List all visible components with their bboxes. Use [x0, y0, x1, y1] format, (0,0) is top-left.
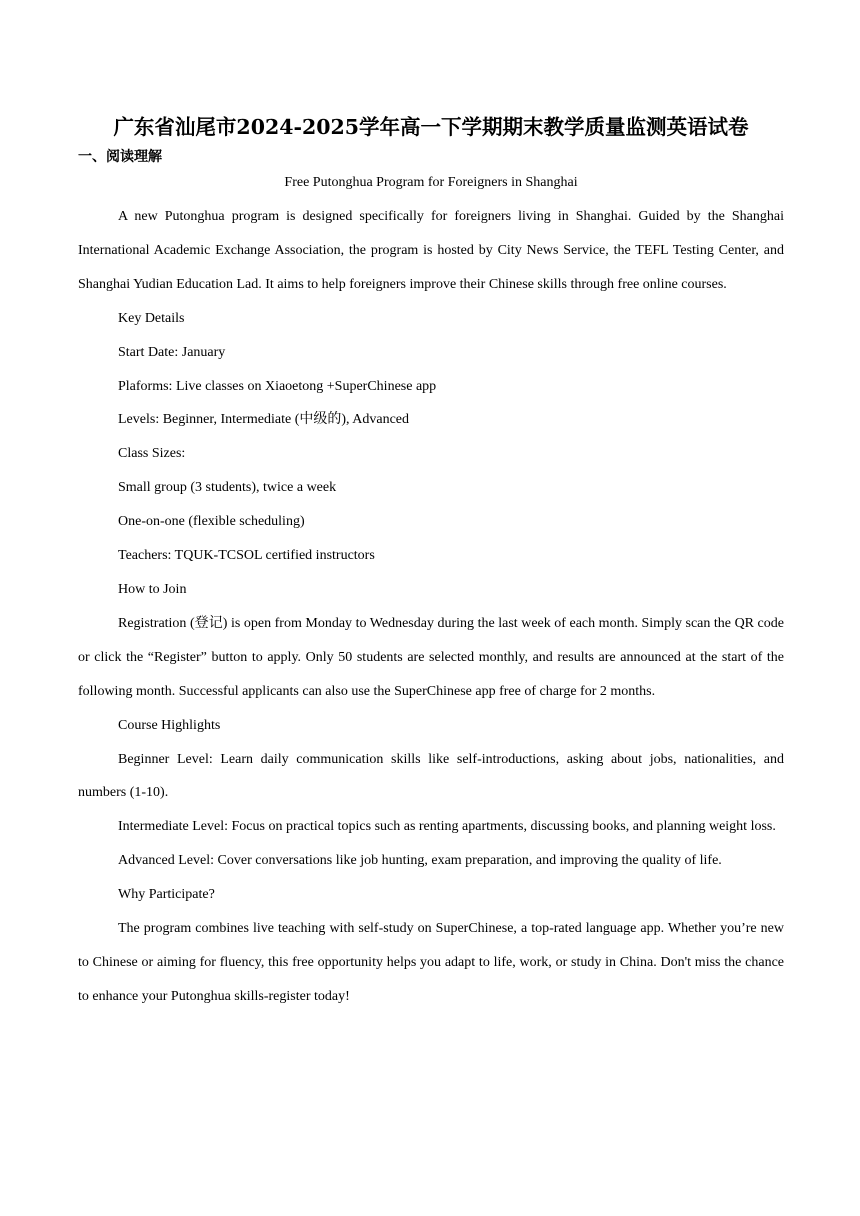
- how-to-join-paragraph: Registration (登记) is open from Monday to Wednesday during the last week of each month. Simply scan the QR code or click the “Register” button to apply. Only 50 students are selected monthly, and results are announced at the start of the following month. Successful applicants can also use the SuperChinese app free of charge for 2 months.: [78, 615, 784, 699]
- teachers-line: Teachers: TQUK-TCSOL certified instructors: [118, 548, 375, 564]
- exam-page: [78, 112, 784, 1014]
- small-group-line: Small group (3 students), twice a week: [118, 480, 337, 496]
- how-to-join-heading: How to Join: [118, 581, 187, 597]
- why-participate-heading: Why Participate?: [118, 887, 215, 903]
- advanced-level-line: Advanced Level: Cover conversations like job hunting, exam preparation, and improving the quality of life.: [118, 853, 722, 869]
- class-sizes-line: Class Sizes:: [118, 446, 186, 462]
- why-participate-paragraph: The program combines live teaching with self-study on SuperChinese, a top-rated language app. Whether you’re new to Chinese or aiming for fluency, this free opportunity helps you adapt to life, work, or study in China. Don't miss the chance to enhance your Putonghua skills-register today!: [78, 921, 784, 1004]
- passage-title: Free Putonghua Program for Foreigners in Shanghai: [284, 175, 578, 190]
- intermediate-level-paragraph: Intermediate Level: Focus on practical topics such as renting apartments, discussing books, and planning weight loss.: [118, 819, 776, 835]
- section-heading: 一、阅读理解: [78, 149, 162, 165]
- course-highlights-heading: Course Highlights: [118, 717, 221, 733]
- platforms-line: Plaforms: Live classes on Xiaoetong +SuperChinese app: [118, 378, 437, 394]
- intro-paragraph: A new Putonghua program is designed specifically for foreigners living in Shanghai. Guided by the Shanghai International Academic Exchange Association, the program is hosted by City News Service, the TEFL Testing Center, and Shanghai Yudian Education Lad. It aims to help foreigners improve their Chinese skills through free online courses.: [78, 209, 784, 292]
- levels-line: Levels: Beginner, Intermediate (中级的), Advanced: [118, 412, 410, 428]
- beginner-level-paragraph: Beginner Level: Learn daily communication skills like self-introductions, asking about jobs, nationalities, and numbers (1-10).: [78, 751, 784, 801]
- key-details-heading: Key Details: [118, 310, 185, 326]
- exam-title: 广东省汕尾市2024-2025学年高一下学期期末教学质量监测英语试卷: [113, 115, 749, 139]
- one-on-one-line: One-on-one (flexible scheduling): [118, 514, 305, 530]
- start-date-line: Start Date: January: [118, 344, 226, 360]
